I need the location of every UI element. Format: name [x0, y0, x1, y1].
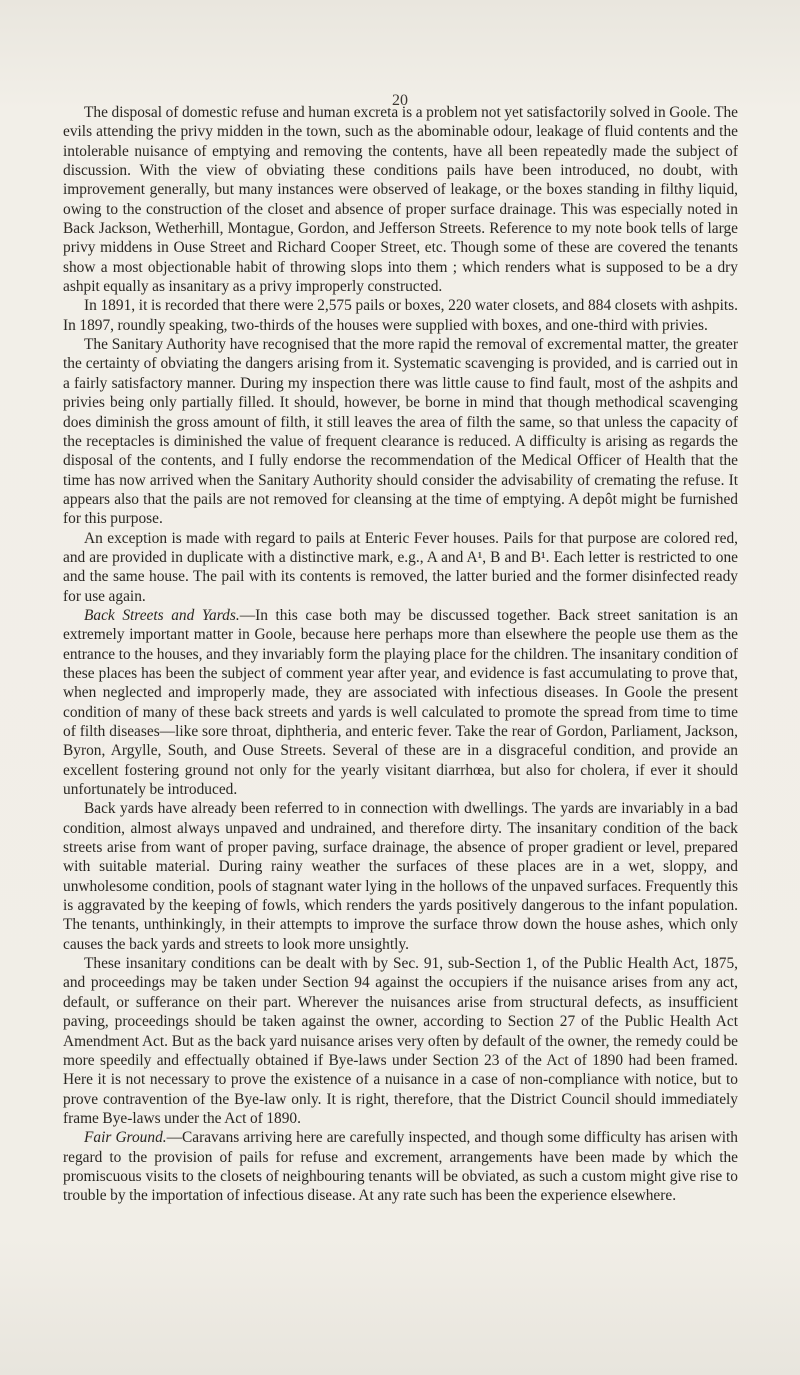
paragraph-text: An exception is made with regard to pails at Enteric Fever houses. Pails for that purpose are colored red, and are provided in duplicate with a distinctive mark, e.g., A and A¹, B and B¹. Each letter is restricted to one and the same house. The pail with its contents is removed, the latter buried and the former disinfected ready for use again.	[63, 529, 738, 605]
section-heading-back-streets: Back Streets and Yards.	[84, 606, 240, 624]
paragraph-1	[63, 103, 738, 296]
paragraph-text: These insanitary conditions can be dealt with by Sec. 91, sub-Section 1, of the Public Health Act, 1875, and proceedings may be taken under Section 94 against the occupiers if the nuisance arises from any act, default, or sufferance on their part. Wherever the nuisances arise from structural defects, as insufficient paving, proceedings should be taken against the owner, according to Section 27 of the Public Health Act Amendment Act. But as the back yard nuisance arises very often by default of the owner, the remedy could be more speedily and effectually obtained if Bye-laws under Section 23 of the Act of 1890 had been framed. Here it is not necessary to prove the existence of a nuisance in a case of non-compliance with notice, but to prove contravention of the Bye-law only. It is right, therefore, that the District Council should immediately frame Bye-laws under the Act of 1890.	[63, 955, 738, 1127]
paragraph-text: Back yards have already been referred to in connection with dwellings. The yards are invariably in a bad condition, almost always unpaved and undrained, and therefore dirty. The insanitary condition of the back streets arise from want of proper paving, surface drainage, the absence of proper gradient or level, prepared with suitable material. During rainy weather the surfaces of these places are in a wet, sloppy, and unwholesome condition, pools of stagnant water lying in the hollows of the unpaved surfaces. Frequently this is aggravated by the keeping of fowls, which renders the yards positively dangerous to the infant population. The tenants, unthinkingly, in their attempts to improve the surface throw down the house ashes, which only causes the back yards and streets to look more unsightly.	[63, 800, 738, 953]
paragraph-text: The Sanitary Authority have recognised that the more rapid the removal of excremental matter, the greater the certainty of obviating the dangers arising from it. Systematic scavenging is provided, and is carried out in a fairly satisfactory manner. During my inspection there was little cause to find fault, most of the ashpits and privies being only partially filled. It should, however, be borne in mind that though methodical scavenging does diminish the gross amount of filth, it still leaves the area of filth the same, so that unless the capacity of the receptacles is diminished the value of frequent clearance is reduced. A difficulty is arising as regards the disposal of the contents, and I fully endorse the recommendation of the Medical Officer of Health that the time has now arrived when the Sanitary Authority should consider the advisability of cremating the refuse. It appears also that the pails are not removed for cleansing at the time of emptying. A depôt might be furnished for this purpose.	[63, 336, 738, 528]
paragraph-text: —Caravans arriving here are carefully inspected, and though some difficulty has arisen with regard to the provision of pails for refuse and excrement, arrangements have been made by which the promiscuous visits to the closets of neighbouring tenants will be obviated, as such a custom might give rise to trouble by the importation of infectious disease. At any rate such has been the experience elsewhere.	[63, 1129, 738, 1205]
paragraph-text: The disposal of domestic refuse and human excreta is a problem not yet satisfactorily solved in Goole. The evils attending the privy midden in the town, such as the abominable odour, leakage of fluid contents and the intolerable nuisance of emptying and removing the contents, have all been repeatedly made the subject of discussion. With the view of obviating these conditions pails have been introduced, no doubt, with improvement generally, but many instances were observed of leakage, or the boxes standing in filthy liquid, owing to the construction of the closet and absence of proper surface drainage. This was especially noted in Back Jackson, Wetherhill, Montague, Gordon, and Jefferson Streets. Reference to my note book tells of large privy middens in Ouse Street and Richard Cooper Street, etc. Though some of these are covered the tenants show a most objectionable habit of throwing slops into them ; which renders what is supposed to be a dry ashpit equally as insanitary as a privy improperly constructed.	[63, 104, 738, 296]
paragraph-6	[63, 799, 738, 954]
paragraph-5	[63, 606, 738, 799]
paragraph-text: In 1891, it is recorded that there were 2,575 pails or boxes, 220 water closets, and 884 closets with ashpits. In 1897, roundly speaking, two-thirds of the houses were supplied with boxes, and one-third with privies.	[63, 297, 738, 334]
paragraph-2	[63, 296, 738, 335]
paragraph-4	[63, 529, 738, 606]
body-text	[63, 103, 738, 1206]
section-heading-fair-ground: Fair Ground.	[84, 1129, 167, 1147]
paragraph-8	[63, 1128, 738, 1205]
paragraph-text: —In this case both may be discussed together. Back street sanitation is an extremely important matter in Goole, because here perhaps more than elsewhere the people use them as the entrance to the houses, and they invariably form the playing place for the children. The insanitary condition of these places has been the subject of comment year after year, and evidence is fast accumulating to prove that, when neglected and improperly made, they are associated with infectious diseases. In Goole the present condition of many of these back streets and yards is well calculated to promote the spread from time to time of filth diseases—like sore throat, diphtheria, and enteric fever. Take the rear of Gordon, Parliament, Jackson, Byron, Argylle, South, and Ouse Streets. Several of these are in a disgraceful condition, and provide an excellent fostering ground not only for the yearly visitant diarrhœa, but also for cholera, if ever it should unfortunately be introduced.	[63, 606, 738, 799]
paragraph-3	[63, 335, 738, 528]
page-number: 20	[392, 92, 408, 109]
paragraph-7	[63, 954, 738, 1128]
